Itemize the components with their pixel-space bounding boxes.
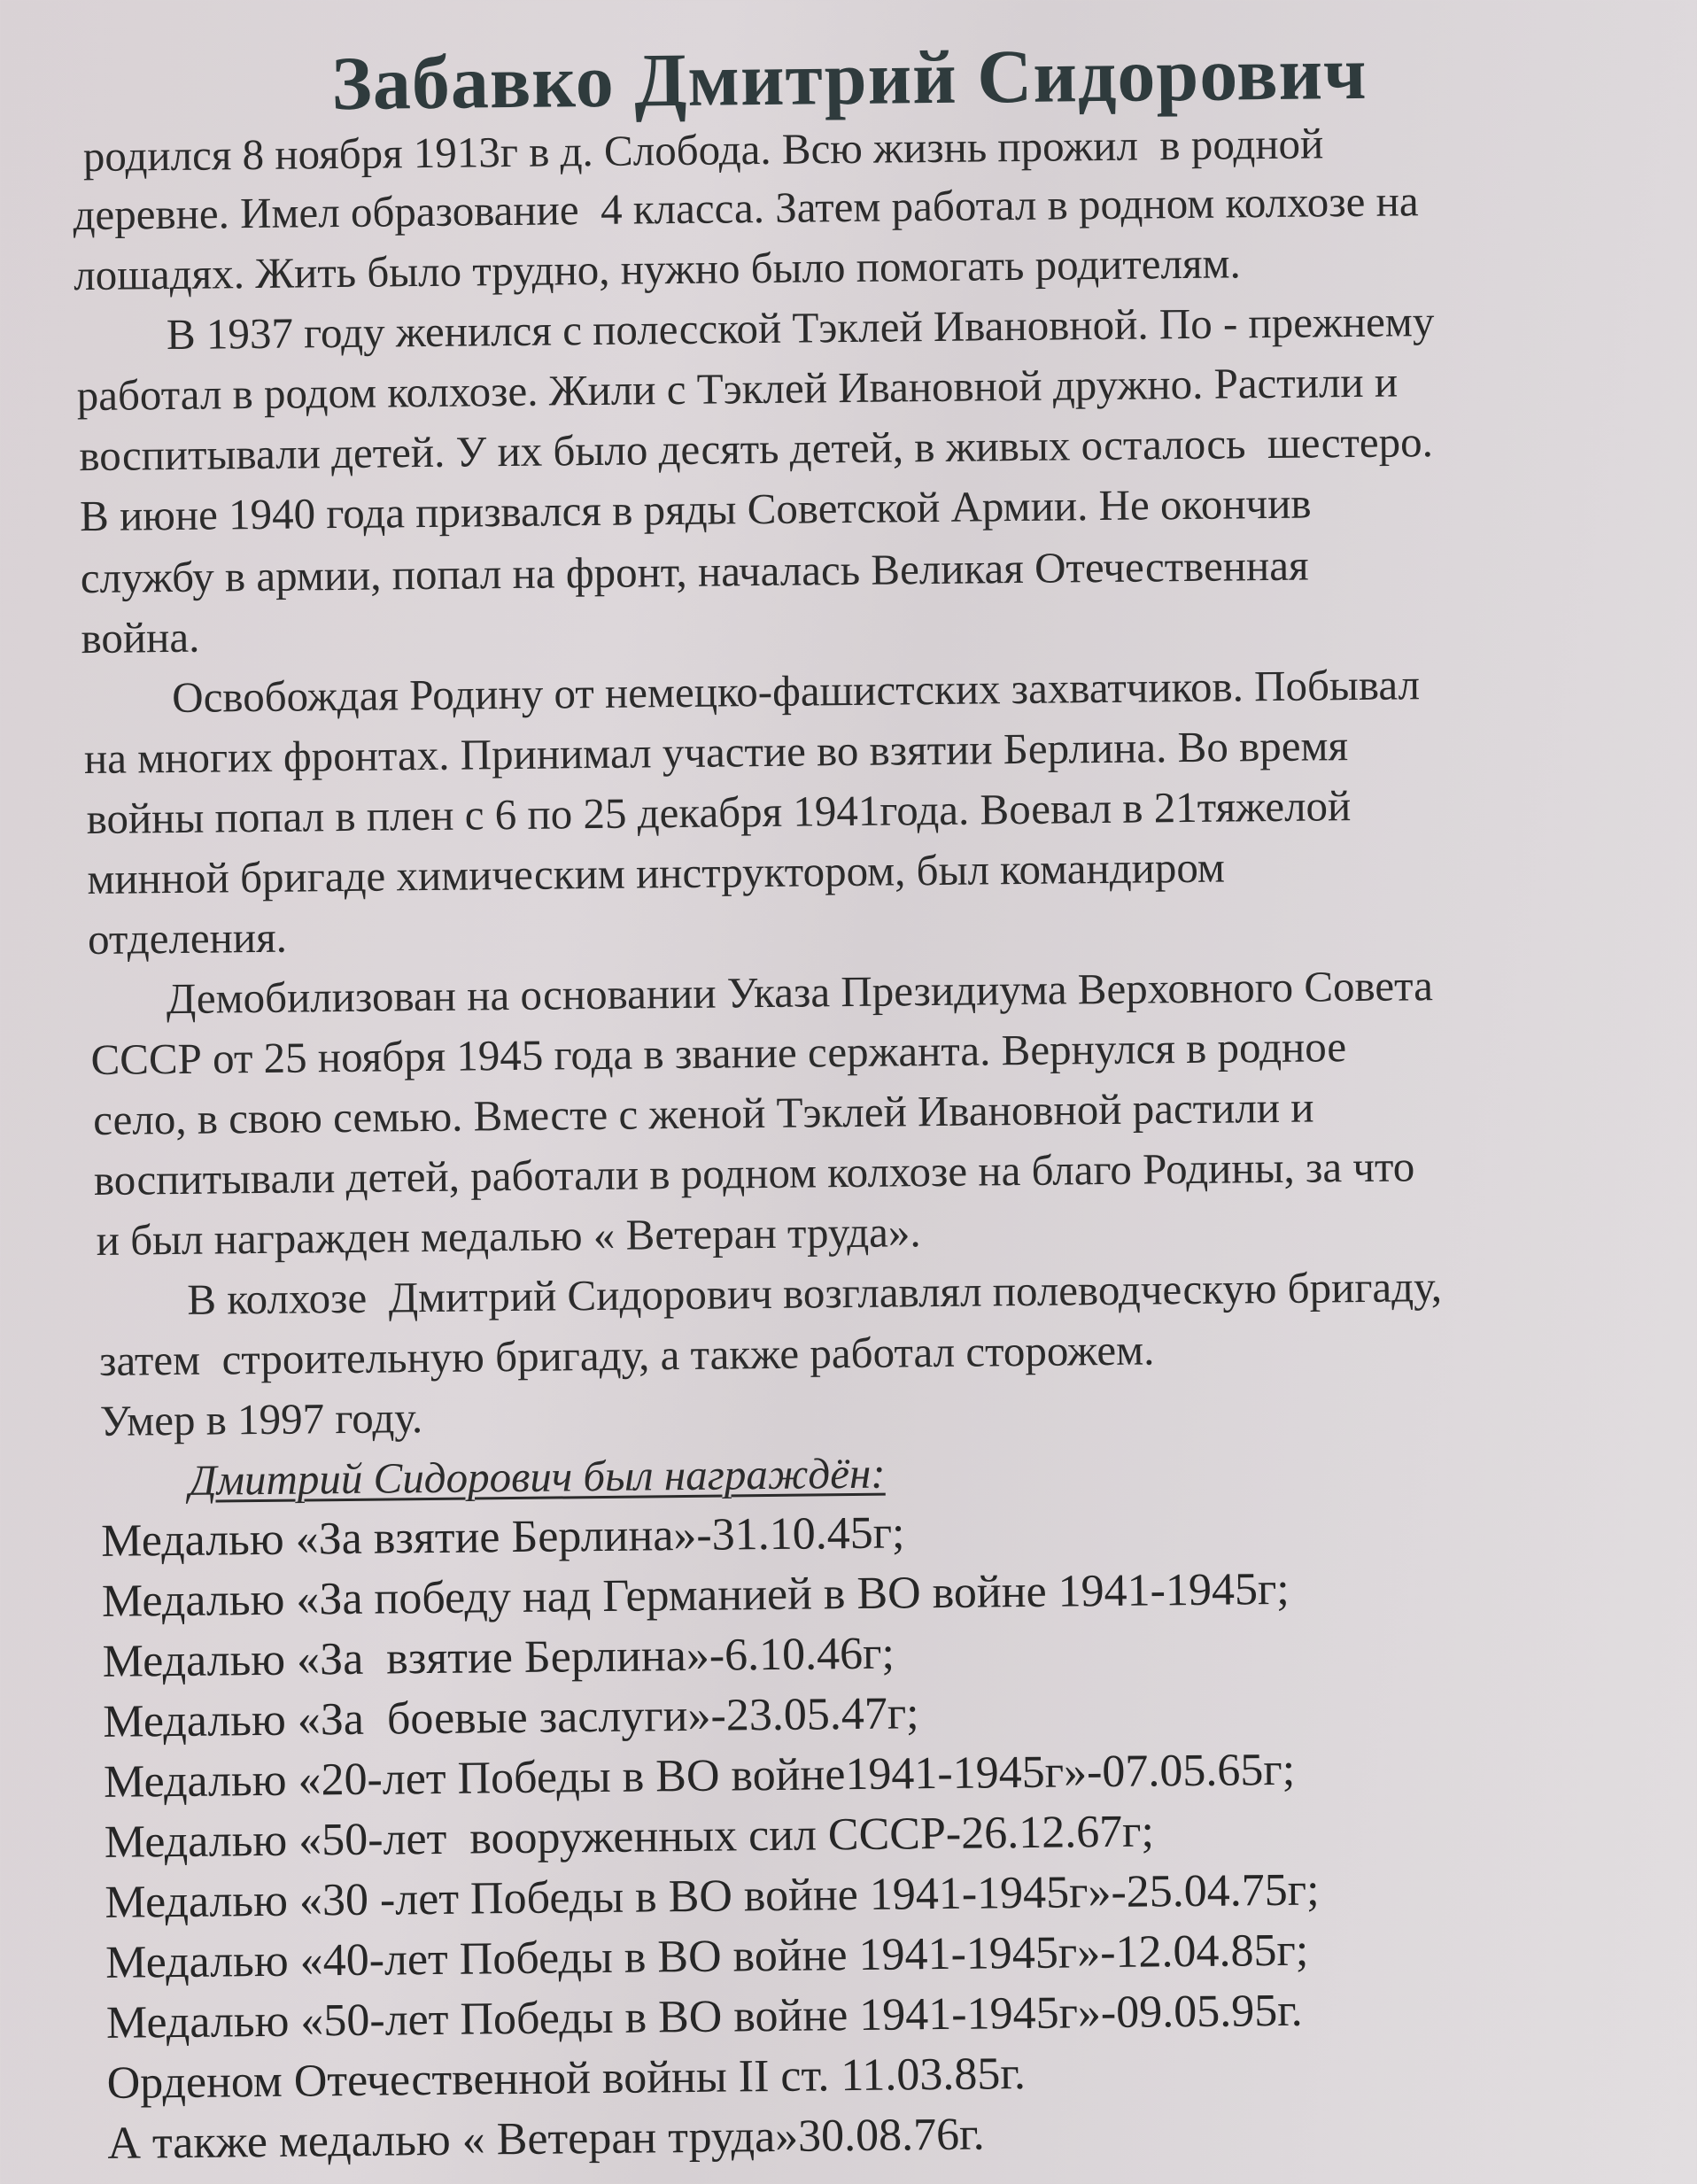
bio-line: В 1937 году женился с полесской Тэклей Ивановной. По - прежнему xyxy=(166,297,1435,360)
page-title: Забавко Дмитрий Сидорович xyxy=(330,29,1368,127)
award-item: Медалью «За победу над Германией в ВО войне 1941-1945г; xyxy=(101,1563,1290,1627)
bio-line: Умер в 1997 году. xyxy=(99,1393,423,1445)
bio-line: работал в родом колхозе. Жили с Тэклей Ивановной дружно. Растили и xyxy=(76,357,1399,421)
awards-heading: Дмитрий Сидорович был награждён: xyxy=(189,1448,886,1505)
bio-line: службу в армии, попал на фронт, началась Великая Отечественная xyxy=(80,540,1309,603)
bio-line: война. xyxy=(81,612,200,663)
award-item: А также медалью « Ветеран труда»30.08.76г. xyxy=(107,2109,985,2169)
bio-line: войны попал в плен с 6 по 25 декабря 1941года. Воевал в 21тяжелой xyxy=(86,781,1352,844)
bio-line: лошадях. Жить было трудно, нужно было помогать родителям. xyxy=(73,238,1242,300)
bio-line: родился 8 ноября 1913г в д. Слобода. Всю жизнь прожил в родной xyxy=(82,119,1324,182)
award-item: Орденом Отечественной войны II ст. 11.03.85г. xyxy=(106,2048,1027,2109)
award-item: Медалью «За взятие Берлина»-6.10.46г; xyxy=(102,1628,895,1687)
bio-line: СССР от 25 ноября 1945 года в звание сержанта. Вернулся в родное xyxy=(90,1022,1347,1084)
bio-line: село, в свою семью. Вместе с женой Тэклей Ивановной растили и xyxy=(92,1082,1314,1144)
bio-line: В июне 1940 года призвался в ряды Советской Армии. Не окончив xyxy=(79,478,1312,541)
award-item: Медалью «За взятие Берлина»-31.10.45г; xyxy=(100,1507,905,1567)
award-item: Медалью «За боевые заслуги»-23.05.47г; xyxy=(103,1688,919,1747)
bio-line: Демобилизован на основании Указа Президиума Верховного Совета xyxy=(166,961,1434,1024)
bio-line: Освобождая Родину от немецко-фашистских захватчиков. Побывал xyxy=(171,660,1421,723)
award-item: Медалью «50-лет Победы в ВО войне 1941-1945г»-09.05.95г. xyxy=(105,1985,1303,2048)
award-item: Медалью «30 -лет Победы в ВО войне 1941-1945г»-25.04.75г; xyxy=(105,1864,1320,1928)
bio-line: отделения. xyxy=(87,912,288,964)
award-item: Медалью «20-лет Победы в ВО войне1941-1945г»-07.05.65г; xyxy=(103,1744,1296,1808)
award-item: Медалью «40-лет Победы в ВО войне 1941-1945г»-12.04.85г; xyxy=(105,1925,1309,1988)
bio-line: воспитывали детей. У их было десять детей, в живых осталось шестеро. xyxy=(79,417,1434,481)
bio-line: затем строительную бригаду, а также работал сторожем. xyxy=(98,1325,1155,1385)
bio-line: на многих фронтах. Принимал участие во взятии Берлина. Во время xyxy=(83,721,1349,784)
bio-line: и был награжден медалью « Ветеран труда». xyxy=(96,1207,921,1265)
bio-line: воспитывали детей, работали в родном колхозе на благо Родины, за что xyxy=(93,1142,1415,1204)
bio-line: В колхозе Дмитрий Сидорович возглавлял полеводческую бригаду, xyxy=(187,1262,1443,1324)
bio-line: деревне. Имел образование 4 класса. Затем работал в родном колхозе на xyxy=(73,176,1419,240)
award-item: Медалью «50-лет вооруженных сил СССР-26.12.67г; xyxy=(104,1806,1155,1868)
bio-line: минной бригаде химическим инструктором, был командиром xyxy=(87,842,1226,904)
